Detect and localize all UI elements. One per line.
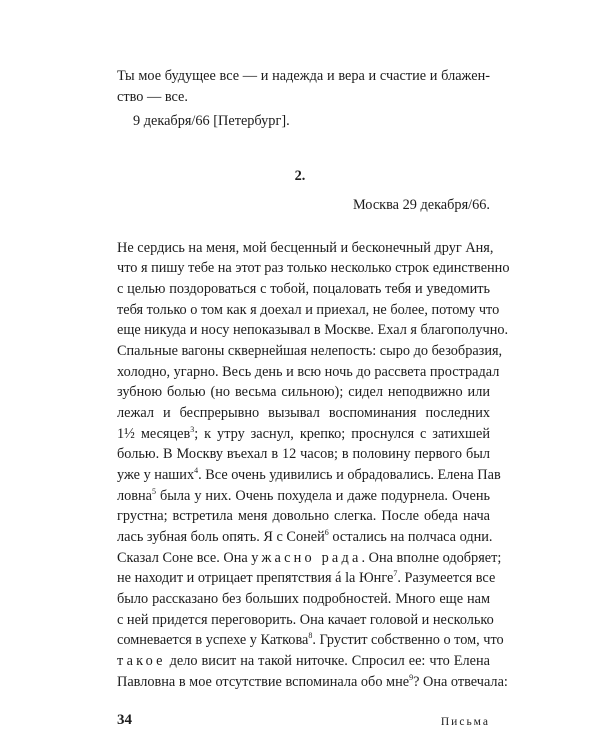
date-line: 9 декабря/66 [Петербург]. xyxy=(133,113,290,129)
text-span: остались на полчаса одни. xyxy=(328,529,493,545)
footnote-ref: 8 xyxy=(308,631,313,641)
text-line: было рассказано без больших подробностей. Много еще нам xyxy=(117,591,490,607)
text-span: была у них. Очень похудела и даже подурнела. Очень xyxy=(156,488,490,504)
text-span: дело висит на такой ниточке. Спросил ее: что Елена xyxy=(165,653,490,669)
text-line: тебя только о том как я доехал и приехал, не более, потому что xyxy=(117,302,500,318)
text-line: с ней придется переговорить. Она качает головой и несколько xyxy=(117,612,494,628)
text-line: Ты мое будущее все — и надежда и вера и счастие и блажен- xyxy=(117,68,490,84)
text-line: Спальные вагоны сквернейшая нелепость: сыро до безобразия, xyxy=(117,343,503,359)
text-line xyxy=(117,465,501,485)
text-span: ; к утру заснул, крепко; проснулся с затихшей xyxy=(194,426,490,442)
footnote-ref: 6 xyxy=(324,528,329,538)
text-line xyxy=(117,672,508,692)
text-line xyxy=(117,630,504,650)
text-span: . Грустит собственно о том, что xyxy=(312,632,504,648)
letter-number: 2. xyxy=(294,168,306,184)
text-line xyxy=(117,651,490,671)
text-line xyxy=(117,527,493,547)
text-line: ство — все. xyxy=(117,89,188,105)
footnote-ref: 4 xyxy=(194,466,199,476)
text-line: грустна; встретила меня довольно слегка. После обеда нача xyxy=(117,508,490,524)
running-head: Письма xyxy=(440,716,490,728)
text-span: . Все очень удивились и обрадовались. Елена Пав xyxy=(198,467,501,483)
text-line xyxy=(117,568,496,588)
text-span: сомневается в успехе у Каткова xyxy=(117,632,309,648)
text-span: Павловна в мое отсутствие вспоминала обо мне xyxy=(117,674,410,690)
text-line xyxy=(117,424,490,444)
text-span: лась зубная боль опять. Я с Соней xyxy=(117,529,325,545)
footnote-ref: 7 xyxy=(393,569,398,579)
text-line: болью. В Москву въехал в 12 часов; в половину первого был xyxy=(117,446,490,462)
footnote-ref: 3 xyxy=(190,425,195,435)
text-line xyxy=(117,548,502,568)
text-line: Не сердись на меня, мой бесценный и бесконечный друг Аня, xyxy=(117,240,494,256)
footnote-ref: 5 xyxy=(152,487,157,497)
text-line: холодно, угарно. Весь день и всю ночь до рассвета прострадал xyxy=(117,364,500,380)
place-date: Москва 29 декабря/66. xyxy=(352,197,490,213)
text-span: . Она вполне одобряет; xyxy=(361,550,502,566)
text-span: Сказал Соне все. Она xyxy=(117,550,252,566)
text-span: ловна xyxy=(117,488,153,504)
text-line xyxy=(117,486,490,506)
page-number: 34 xyxy=(117,712,132,728)
text-span: ? Она отвечала: xyxy=(413,674,508,690)
text-line: что я пишу тебе на этот раз только несколько строк единственно xyxy=(117,260,510,276)
text-span: уже у наших xyxy=(117,467,195,483)
text-span: 1½ месяцев xyxy=(117,426,191,442)
text-span: . Разумеется все xyxy=(397,570,496,586)
text-line: лежал и беспрерывно вызывал воспоминания последних xyxy=(117,405,490,421)
text-line: зубною болью (но весьма сильною); сидел неподвижно или xyxy=(117,384,490,400)
footnote-ref: 9 xyxy=(409,673,414,683)
text-line: с целью поздороваться с тобой, поцаловать тебя и уведомить xyxy=(117,281,490,297)
emphasis-spaced: ужасно рада xyxy=(251,550,362,566)
text-span: не находит и отрицает препятствия á la Юнге xyxy=(117,570,394,586)
emphasis-spaced: такое xyxy=(117,653,166,669)
text-line: еще никуда и носу непоказывал в Москве. Ехал я благополучно. xyxy=(117,322,509,338)
